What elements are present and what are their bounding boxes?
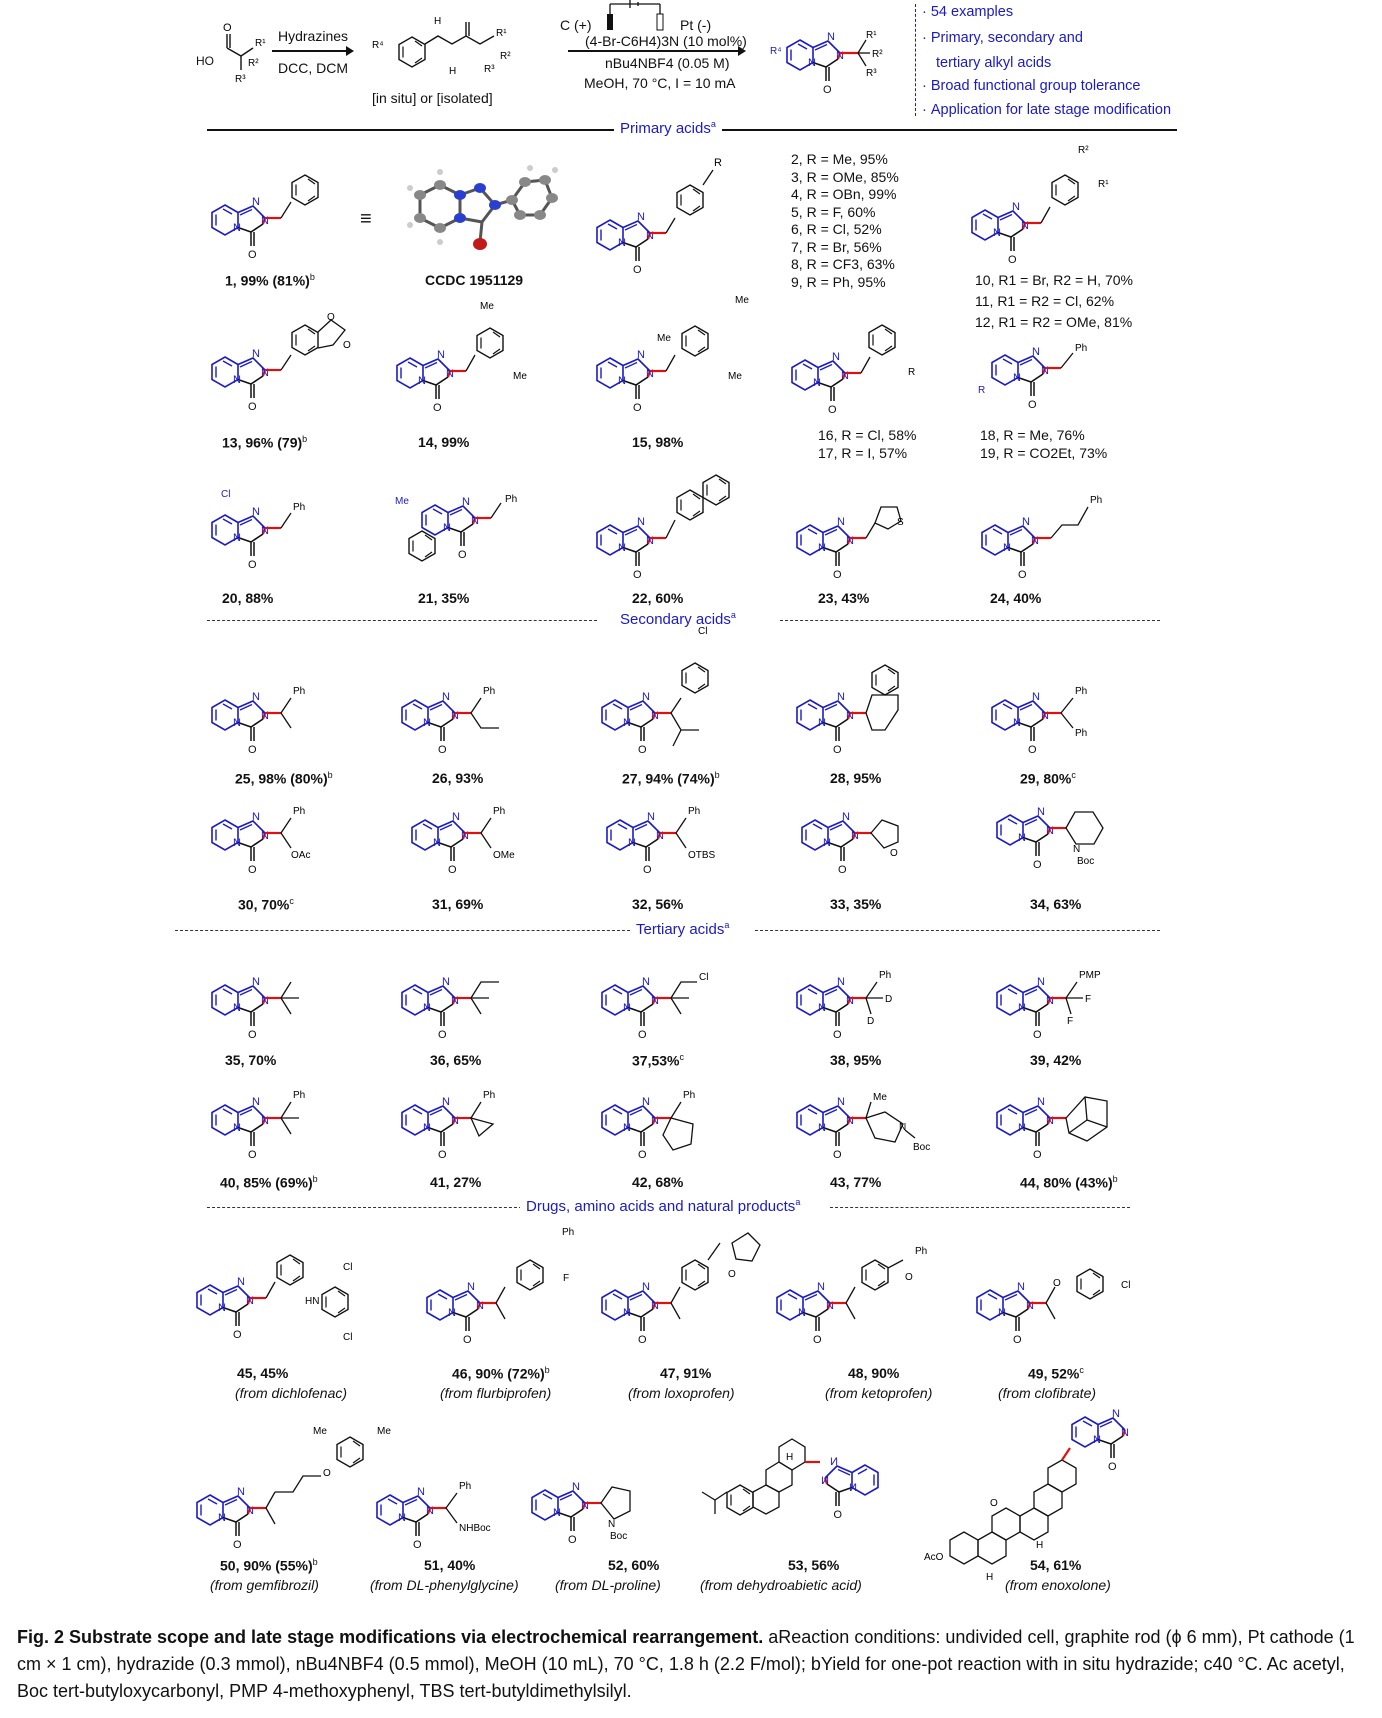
svg-text:Ph: Ph	[493, 806, 506, 817]
compound-51-label: 51, 40%	[424, 1557, 476, 1573]
svg-text:N: N	[1073, 844, 1081, 855]
compound-39-structure	[995, 960, 1145, 1050]
compound-41-label: 41, 27%	[430, 1174, 482, 1190]
entry-2: 2, R = Me, 95%	[791, 151, 888, 167]
svg-text:R³: R³	[866, 68, 877, 79]
compound-21-label: 21, 35%	[418, 590, 470, 606]
compound-46-structure	[425, 1225, 615, 1350]
compound-15-label: 15, 98%	[632, 434, 684, 450]
svg-text:R²: R²	[872, 49, 883, 60]
entry-18: 18, R = Me, 76%	[980, 427, 1085, 443]
section-title-secondary: Secondary acids$^a$	[614, 610, 742, 628]
svg-text:R¹: R¹	[496, 28, 507, 39]
compound-26-structure	[395, 680, 545, 760]
compound-46-source: (from flurbiprofen)	[440, 1385, 552, 1401]
compound-20-label: 20, 88%	[222, 590, 274, 606]
compound-20-structure	[205, 485, 335, 585]
compound-1-label: 1, 99% $(81\%)^b$	[225, 272, 315, 289]
svg-text:R³: R³	[235, 74, 246, 85]
compound-14-label: 14, 99%	[418, 434, 470, 450]
compound-29-label: 29, 80%$^c$	[1020, 770, 1076, 787]
compound-49-label: 49, 52%$^c$	[1028, 1365, 1084, 1382]
compound-23-structure	[795, 485, 935, 585]
svg-text:Ph: Ph	[459, 1481, 472, 1492]
compound-51-structure	[375, 1465, 535, 1565]
compound-53-label: 53, 56%	[788, 1557, 840, 1573]
anode-label: C (+)	[560, 17, 592, 33]
compound-36-label: 36, 65%	[430, 1052, 482, 1068]
compound-48-source: (from ketoprofen)	[825, 1385, 933, 1401]
svg-text:R¹: R¹	[1098, 179, 1109, 190]
svg-text:O: O	[343, 340, 351, 351]
svg-text:Ph: Ph	[293, 502, 306, 513]
compound-18-19-structure	[975, 305, 1125, 415]
compound-47-source: (from loxoprofen)	[628, 1385, 735, 1401]
compound-25-label: 25, 98% $(80\%)^b$	[235, 770, 333, 787]
compound-52-source: (from DL-proline)	[555, 1577, 661, 1593]
svg-text:Cl: Cl	[699, 972, 709, 983]
svg-text:Ph: Ph	[293, 1090, 306, 1101]
compound-52-structure	[530, 1455, 690, 1555]
compound-13-label: 13, 96% $(79)^b$	[222, 434, 308, 451]
svg-text:H: H	[434, 16, 442, 27]
svg-text:Me: Me	[657, 333, 671, 344]
svg-text:Me: Me	[735, 295, 749, 306]
svg-text:H: H	[786, 1452, 794, 1463]
electrolyte-label: nBu4NBF4 (0.05 M)	[605, 55, 730, 71]
svg-text:F: F	[1085, 994, 1092, 1005]
compound-21-structure	[395, 490, 545, 590]
compound-24-structure	[980, 485, 1130, 585]
svg-text:Me: Me	[873, 1092, 887, 1103]
hydrazide-structure	[372, 14, 522, 84]
compound-16-17-structure	[790, 305, 940, 415]
compound-26-label: 26, 93%	[432, 770, 484, 786]
section-title-tertiary: Tertiary acids$^a$	[630, 920, 735, 938]
svg-text:Ph: Ph	[483, 686, 496, 697]
entry-3: 3, R = OMe, 85%	[791, 168, 899, 185]
compound-50-source: (from gemfibrozil)	[210, 1577, 319, 1593]
compound-38-structure	[795, 960, 945, 1050]
conditions-label: MeOH, 70 °C, I = 10 mA	[584, 75, 736, 91]
entry-11: 11, R1 = R2 = Cl, 62%	[975, 293, 1115, 309]
svg-text:NHBoc: NHBoc	[459, 1523, 491, 1534]
compound-49-source: (from clofibrate)	[998, 1385, 1097, 1401]
highlight-1: · 54 examples	[922, 4, 1014, 20]
compound-52-label: 52, 60%	[608, 1557, 660, 1573]
svg-text:O: O	[890, 848, 898, 859]
svg-text:Boc: Boc	[913, 1142, 931, 1153]
svg-text:R⁴: R⁴	[372, 40, 384, 51]
svg-text:Me: Me	[513, 371, 527, 382]
svg-text:O: O	[728, 1269, 736, 1280]
intermediate-note: [in situ] or [isolated]	[372, 90, 493, 106]
compound-51-source: (from DL-phenylglycine)	[370, 1577, 519, 1593]
section-rule-drugs-right	[830, 1207, 1130, 1208]
figure-caption	[17, 1624, 1367, 1705]
svg-text:R²: R²	[500, 51, 511, 62]
compound-44-structure	[995, 1075, 1155, 1175]
carboxylic-acid-structure	[205, 20, 266, 85]
compound-32-structure	[600, 800, 750, 890]
compound-34-label: 34, 63%	[1030, 896, 1082, 912]
compound-13-structure	[205, 300, 375, 420]
section-rule-secondary-right	[780, 620, 1160, 621]
svg-text:Ph: Ph	[1075, 728, 1088, 739]
conditions-dcc: DCC, DCM	[278, 60, 348, 76]
compound-32-label: 32, 56%	[632, 896, 684, 912]
svg-text:PMP: PMP	[1079, 970, 1101, 981]
svg-text:F: F	[1067, 1016, 1074, 1027]
hydroxyl-label: HO	[196, 54, 214, 68]
svg-text:H: H	[1036, 1540, 1044, 1551]
svg-text:Ph: Ph	[293, 686, 306, 697]
entry-9: 9, R = Ph, 95%	[791, 273, 886, 290]
compound-10-12-structure	[970, 145, 1140, 265]
mediator-label: (4-Br-C6H4)3N (10 mol%)	[585, 33, 747, 49]
highlights-divider	[915, 4, 916, 116]
compound-48-label: 48, 90%	[848, 1365, 900, 1381]
compound-31-label: 31, 69%	[432, 896, 484, 912]
compound-41-structure	[395, 1080, 545, 1170]
svg-text:Ph: Ph	[1075, 686, 1088, 697]
svg-text:OMe: OMe	[493, 850, 515, 861]
compound-47-structure	[600, 1225, 790, 1350]
compound-45-label: 45, 45%	[237, 1365, 289, 1381]
entry-12: 12, R1 = R2 = OMe, 81%	[975, 314, 1133, 330]
reaction-arrow-1	[272, 50, 352, 52]
compound-37-structure	[595, 960, 745, 1050]
svg-text:R²: R²	[248, 58, 259, 69]
compound-33-structure	[800, 800, 950, 890]
compound-33-label: 33, 35%	[830, 896, 882, 912]
svg-text:R: R	[908, 367, 916, 378]
svg-text:Me: Me	[395, 496, 409, 507]
svg-text:Ph: Ph	[293, 806, 306, 817]
svg-text:O: O	[1053, 1278, 1061, 1289]
svg-text:O: O	[327, 312, 335, 323]
svg-text:R¹: R¹	[866, 30, 877, 41]
svg-text:Me: Me	[377, 1426, 391, 1437]
svg-text:D: D	[867, 1016, 875, 1027]
compound-1-structure	[205, 160, 345, 270]
compound-27-label: 27, 94% $(74\%)^b$	[622, 770, 720, 787]
compound-44-label: 44, 80% $(43\%)^b$	[1020, 1174, 1118, 1191]
entry-19: 19, R = CO2Et, 73%	[980, 445, 1108, 461]
svg-text:Me: Me	[480, 301, 494, 312]
compound-14-structure	[395, 295, 545, 425]
section-title-drugs: Drugs, amino acids and natural products$^a$	[520, 1197, 806, 1215]
compound-53-source: (from dehydroabietic acid)	[700, 1577, 862, 1593]
svg-text:Ph: Ph	[483, 1090, 496, 1101]
svg-text:S: S	[897, 517, 904, 528]
reaction-arrow-2	[568, 50, 742, 52]
compound-43-label: 43, 77%	[830, 1174, 882, 1190]
svg-text:OAc: OAc	[291, 850, 311, 861]
svg-text:Ph: Ph	[683, 1090, 696, 1101]
compound-54-source: (from enoxolone)	[1005, 1577, 1111, 1593]
svg-text:Cl: Cl	[343, 1262, 353, 1273]
section-rule-tertiary-right	[755, 930, 1160, 931]
compound-31-structure	[405, 800, 555, 890]
cathode-label: Pt (-)	[680, 17, 712, 33]
svg-text:Me: Me	[728, 371, 742, 382]
compound-42-structure	[595, 1080, 745, 1180]
svg-text:F: F	[563, 1273, 570, 1284]
highlight-4: · Broad functional group tolerance	[922, 78, 1141, 94]
section-rule-drugs-left	[207, 1207, 522, 1208]
svg-text:N: N	[899, 1122, 907, 1133]
compound-2-9-structure	[595, 150, 745, 280]
svg-text:Ph: Ph	[562, 1227, 575, 1238]
series-2-9	[791, 151, 899, 291]
entry-6: 6, R = Cl, 52%	[791, 221, 882, 237]
entry-16: 16, R = Cl, 58%	[818, 427, 917, 443]
compound-48-structure	[775, 1230, 965, 1350]
svg-text:R²: R²	[1078, 145, 1089, 156]
svg-text:Boc: Boc	[1077, 856, 1095, 867]
entry-8: 8, R = CF3, 63%	[791, 256, 895, 272]
compound-43-structure	[795, 1080, 955, 1180]
compound-36-structure	[395, 960, 545, 1050]
entry-5: 5, R = F, 60%	[791, 203, 876, 220]
compound-29-structure	[990, 680, 1130, 760]
compound-30-structure	[205, 800, 345, 890]
entry-10: 10, R1 = Br, R2 = H, 70%	[975, 272, 1133, 288]
compound-30-label: 30, 70%$^c$	[238, 896, 294, 913]
compound-27-structure	[595, 626, 765, 760]
svg-text:Cl: Cl	[1121, 1280, 1131, 1291]
compound-22-structure	[595, 455, 765, 585]
compound-25-structure	[205, 680, 345, 760]
compound-39-label: 39, 42%	[1030, 1052, 1082, 1068]
equivalence-icon: ≡	[360, 208, 372, 230]
compound-45-structure	[195, 1240, 415, 1350]
compound-15-structure	[595, 295, 765, 425]
section-title-primary: Primary acids$^a$	[614, 119, 722, 137]
svg-text:O: O	[223, 22, 232, 34]
svg-text:O: O	[323, 1468, 331, 1479]
svg-text:OTBS: OTBS	[688, 850, 716, 861]
svg-text:Boc: Boc	[610, 1531, 628, 1542]
product-structure	[770, 20, 910, 100]
electrode-icon	[590, 0, 680, 30]
series-16-17	[818, 426, 916, 462]
svg-text:Ph: Ph	[505, 494, 518, 505]
highlight-5: · Application for late stage modification	[922, 102, 1172, 118]
highlight-2: · Primary, secondary and	[922, 30, 1083, 46]
reagent-hydrazines: Hydrazines	[278, 28, 349, 44]
svg-text:N: N	[608, 1519, 616, 1530]
crystal-structure-image	[400, 160, 560, 260]
compound-23-label: 23, 43%	[818, 590, 870, 606]
compound-34-structure	[995, 790, 1145, 890]
compound-46-label: 46, 90% $(72\%)^b$	[452, 1365, 550, 1382]
svg-text:R⁴: R⁴	[770, 46, 782, 57]
section-rule-tertiary-left	[175, 930, 630, 931]
svg-text:Ph: Ph	[688, 806, 701, 817]
svg-text:HN: HN	[305, 1296, 320, 1307]
arrow-head-icon	[346, 46, 354, 56]
entry-4: 4, R = OBn, 99%	[791, 186, 897, 202]
compound-42-label: 42, 68%	[632, 1174, 684, 1190]
compound-28-structure	[795, 650, 945, 760]
svg-text:Cl: Cl	[698, 626, 708, 637]
svg-text:Ph: Ph	[915, 1246, 928, 1257]
compound-49-structure	[975, 1250, 1195, 1350]
svg-text:R: R	[978, 385, 986, 396]
compound-40-structure	[205, 1080, 345, 1170]
caption-title: Fig. 2 Substrate scope and late stage modifications via electrochemical rearrangement.	[17, 1627, 764, 1647]
section-rule-secondary-left	[207, 620, 597, 621]
highlight-3: tertiary alkyl acids	[936, 55, 1052, 71]
arrow-head-icon	[738, 46, 746, 56]
compound-35-structure	[205, 960, 345, 1050]
svg-text:AcO: AcO	[924, 1552, 944, 1563]
r-substituent-label: R	[714, 157, 722, 169]
compound-47-label: 47, 91%	[660, 1365, 712, 1381]
series-18-19	[980, 426, 1107, 462]
svg-text:O: O	[990, 1498, 998, 1509]
svg-text:Ph: Ph	[1090, 495, 1103, 506]
svg-text:D: D	[885, 994, 893, 1005]
svg-text:R³: R³	[484, 64, 495, 75]
compound-22-label: 22, 60%	[632, 590, 684, 606]
ccdc-label: CCDC 1951129	[425, 272, 524, 288]
svg-text:H: H	[449, 66, 457, 77]
compound-54-label: 54, 61%	[1030, 1557, 1082, 1573]
svg-text:Cl: Cl	[221, 489, 231, 500]
svg-text:H: H	[986, 1572, 994, 1583]
compound-53-structure	[690, 1410, 910, 1550]
caption-body: aReaction conditions: undivided cell, graphite rod (ϕ 6 mm), Pt cathode (1 cm × 1 cm), hydrazide (0.3 mmol), nBu4NBF4 (0.5 mmol), MeOH (10 mL), 70 °C, 1.8 h (2.2 F/mol); bYield for one-pot reaction with in situ hydrazide; c40 °C. Ac acetyl, Boc tert-butyloxycarbonyl, PMP 4-methoxyphenyl, TBS tert-butyldimethylsilyl.	[17, 1627, 1355, 1701]
svg-text:Me: Me	[313, 1426, 327, 1437]
compound-45-source: (from dichlofenac)	[235, 1385, 348, 1401]
compound-38-label: 38, 95%	[830, 1052, 882, 1068]
svg-text:R¹: R¹	[255, 38, 266, 49]
entry-17: 17, R = I, 57%	[818, 445, 908, 461]
svg-text:Cl: Cl	[343, 1332, 353, 1343]
compound-37-label: 37,53%$^c$	[632, 1052, 684, 1069]
compound-28-label: 28, 95%	[830, 770, 882, 786]
compound-35-label: 35, 70%	[225, 1052, 277, 1068]
compound-50-label: 50, 90% $(55\%)^b$	[220, 1557, 318, 1574]
entry-7: 7, R = Br, 56%	[791, 238, 882, 255]
compound-24-label: 24, 40%	[990, 590, 1042, 606]
svg-text:Ph: Ph	[1075, 343, 1088, 354]
svg-text:O: O	[905, 1272, 913, 1283]
compound-40-label: 40, 85% $(69\%)^b$	[220, 1174, 318, 1191]
svg-text:Ph: Ph	[879, 970, 892, 981]
